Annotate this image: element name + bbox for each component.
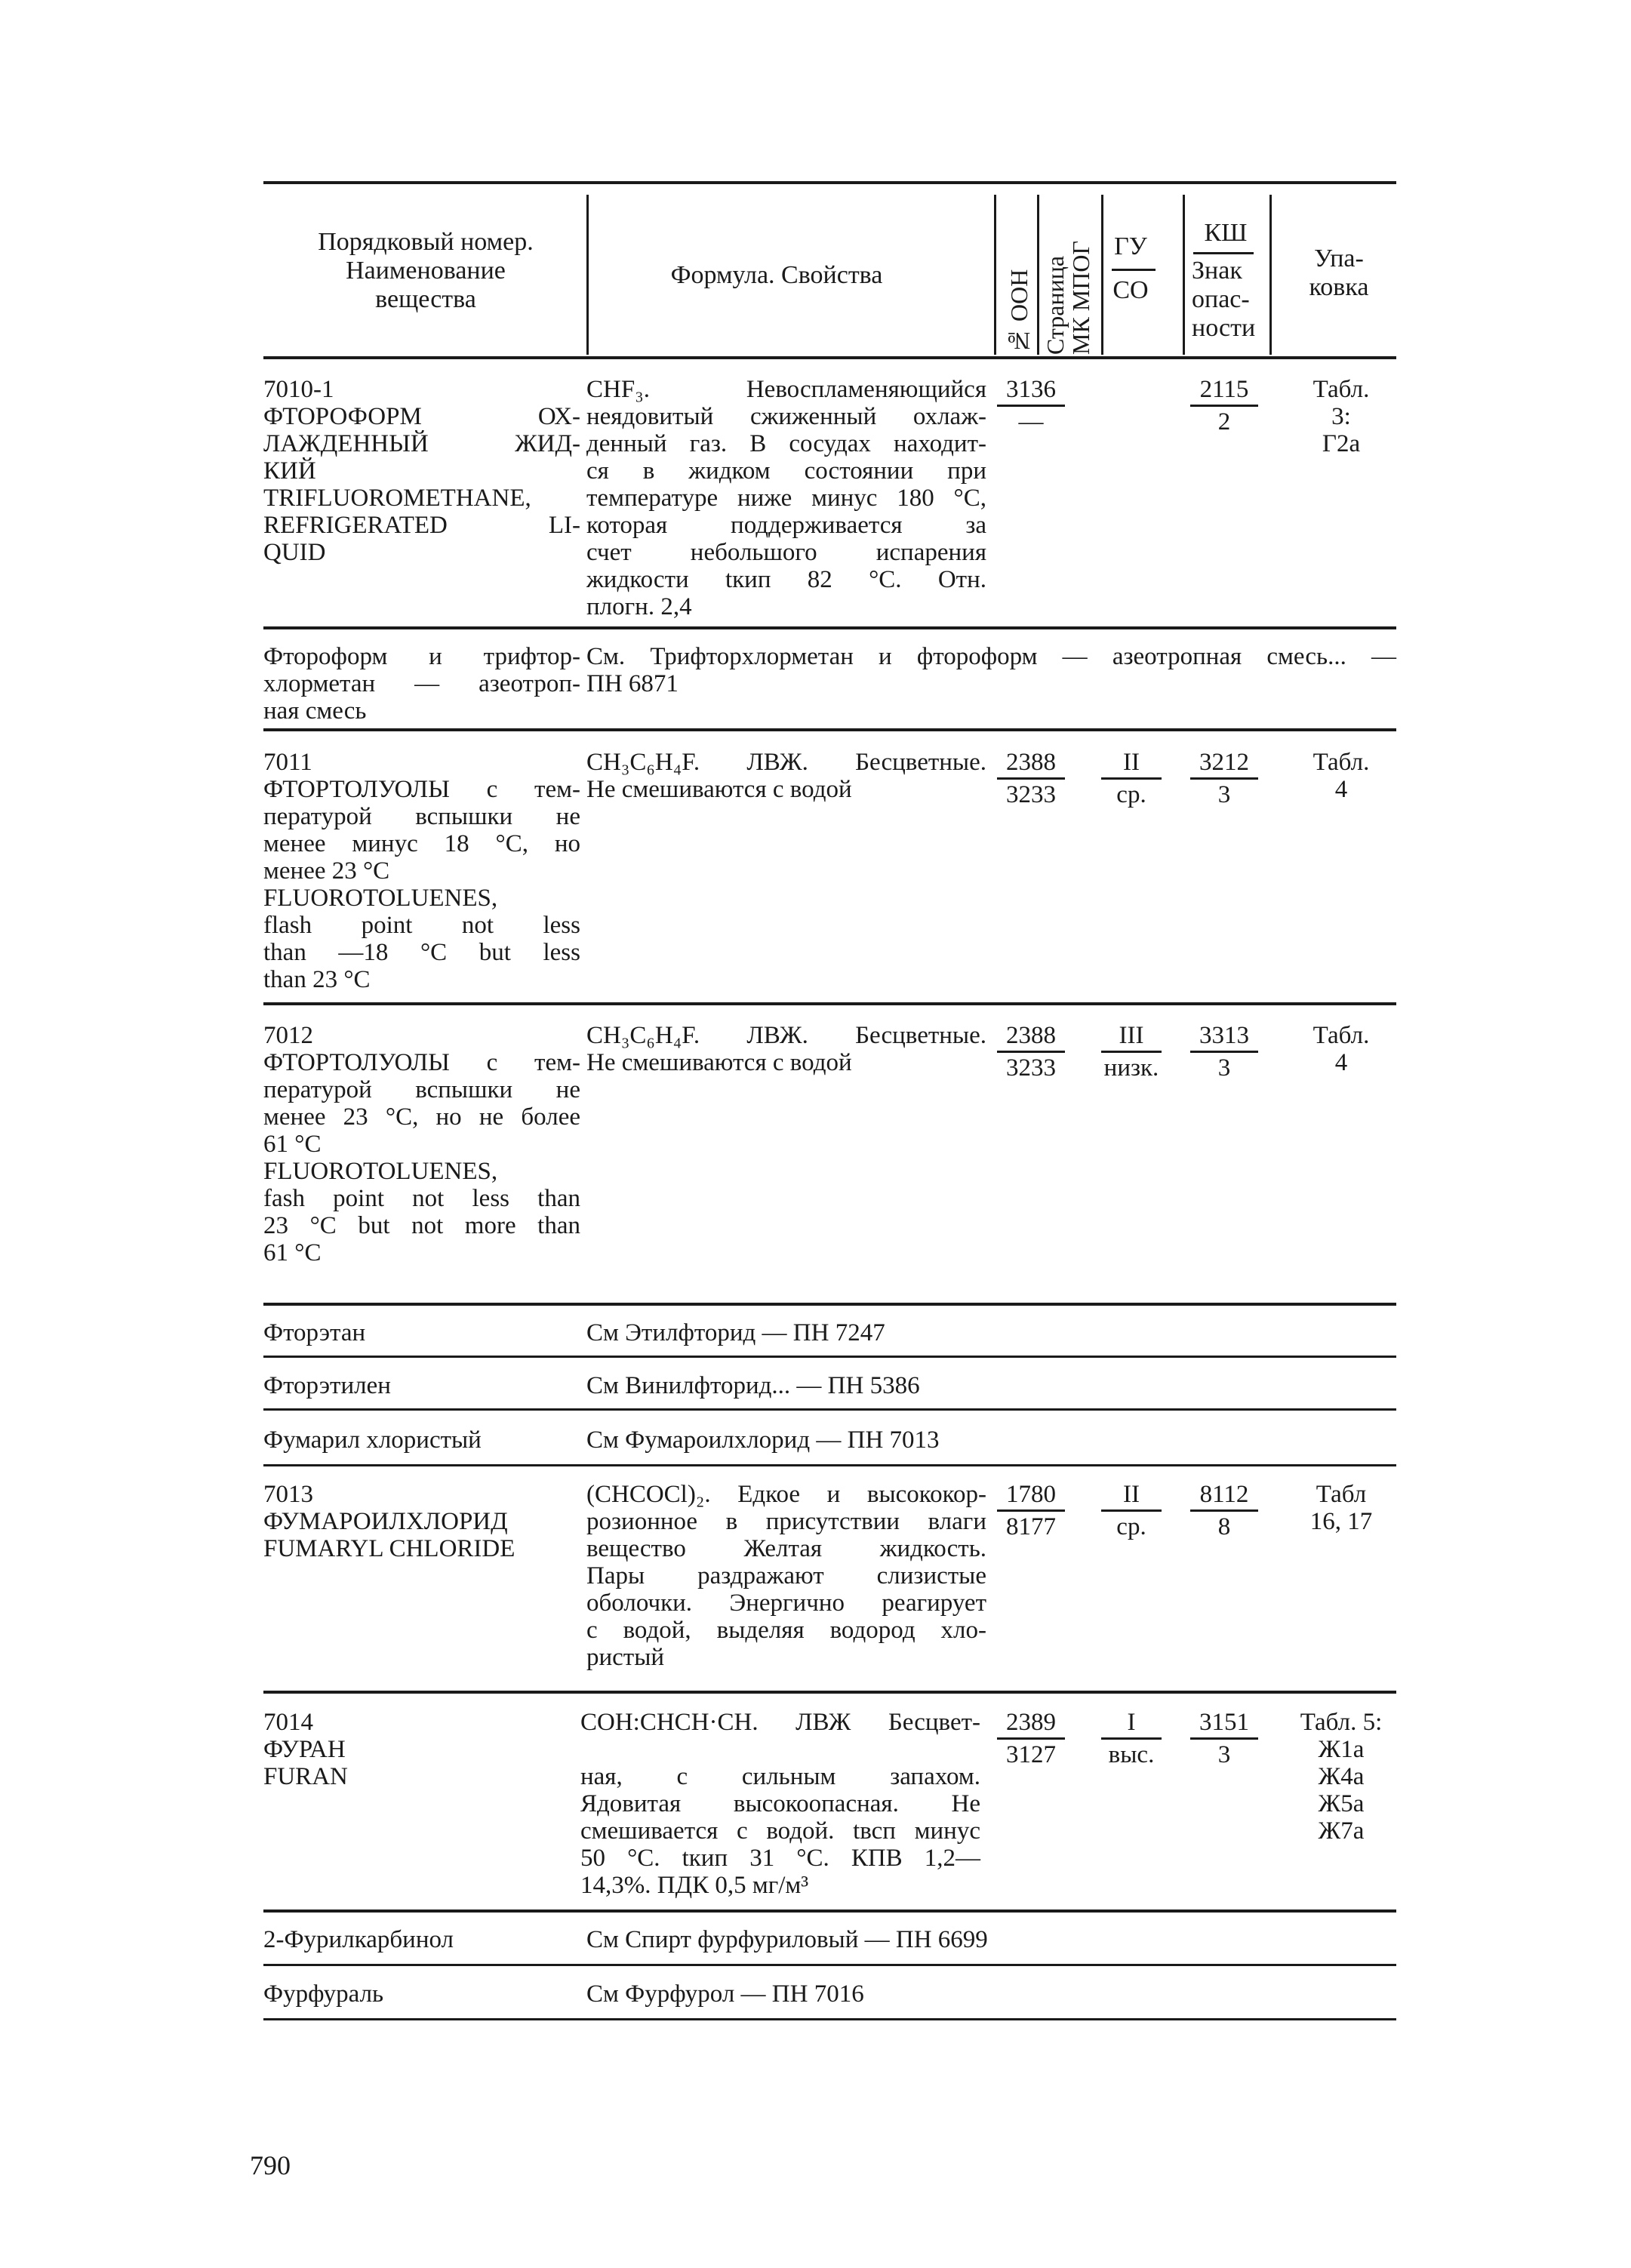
entry-name-line: 7010-1 bbox=[263, 376, 334, 403]
entry-name bbox=[263, 749, 580, 993]
ksh-number: 3313 bbox=[1190, 1022, 1258, 1053]
entry-name-line: ФТОРТОЛУОЛЫ с тем- bbox=[263, 1049, 580, 1076]
ref-text bbox=[586, 643, 1396, 697]
table-header bbox=[263, 189, 1396, 355]
pack-line: Ж7а bbox=[1318, 1817, 1365, 1845]
co-value: выс. bbox=[1108, 1741, 1155, 1768]
page-number: 790 bbox=[250, 2150, 291, 2180]
entry-props-line: с водой, выделяя водород хло- bbox=[586, 1617, 986, 1644]
entry-name-line: 61 °C bbox=[263, 1239, 322, 1266]
ref-text: См Спирт фурфуриловый — ПН 6699 bbox=[586, 1926, 988, 1953]
header-divider bbox=[1037, 195, 1039, 355]
gu-value: III bbox=[1101, 1022, 1162, 1053]
header-znak-line: ности bbox=[1192, 314, 1256, 342]
entry-props-line: 14,3%. ПДК 0,5 мг/м³ bbox=[580, 1872, 809, 1899]
ksh-znak-fraction bbox=[1190, 376, 1258, 435]
ksh-znak-fraction bbox=[1190, 1022, 1258, 1082]
ksh-znak-fraction bbox=[1190, 1709, 1258, 1768]
co-value: низк. bbox=[1103, 1054, 1159, 1082]
header-co: СО bbox=[1112, 276, 1149, 304]
header-znak-line: опас- bbox=[1192, 285, 1250, 313]
ref-name-line: хлорметан — азеотроп- bbox=[263, 670, 580, 697]
danger-sign: 2 bbox=[1217, 408, 1231, 435]
entry-props-line: (CHCOCl)₂. Едкое и высококор- bbox=[586, 1481, 986, 1508]
entry-name-line: менее 23 °C, но не более bbox=[263, 1103, 580, 1131]
header-name-column bbox=[263, 228, 588, 314]
entry-pack bbox=[1286, 1709, 1396, 1845]
gu-value: II bbox=[1101, 749, 1162, 780]
pack-line: 3: bbox=[1331, 403, 1351, 430]
pack-line: Г2а bbox=[1322, 430, 1361, 457]
header-gu-fraction-bar bbox=[1112, 269, 1156, 271]
entry-pack bbox=[1286, 1022, 1396, 1076]
pack-line: Ж5а bbox=[1318, 1790, 1365, 1817]
ksh-number: 2115 bbox=[1190, 376, 1258, 407]
row-rule bbox=[263, 728, 1396, 731]
entry-name-line: than 23 °C bbox=[263, 966, 371, 993]
entry-props-line: COH:CHCH·CH. ЛВЖ Бесцвет- bbox=[580, 1709, 980, 1736]
entry-name-line: ФУРАН bbox=[263, 1736, 346, 1763]
ksh-znak-fraction bbox=[1190, 749, 1258, 808]
ref-name: Фторэтан bbox=[263, 1319, 366, 1346]
header-bottom-rule bbox=[263, 356, 1396, 359]
row-rule bbox=[263, 2018, 1396, 2020]
entry-name bbox=[263, 1709, 580, 1790]
un-page-fraction bbox=[997, 376, 1065, 435]
pack-line: Табл bbox=[1316, 1481, 1367, 1508]
un-page-fraction bbox=[997, 749, 1065, 808]
entry-props-line: ристый bbox=[586, 1644, 665, 1671]
row-rule bbox=[263, 1303, 1396, 1306]
page-number-ref: 3233 bbox=[1006, 1054, 1056, 1082]
entry-props bbox=[586, 376, 986, 620]
entry-name-line: ЛАЖДЕННЫЙ ЖИД- bbox=[263, 430, 580, 457]
gu-co-fraction bbox=[1101, 749, 1162, 808]
header-name-line: вещества bbox=[375, 285, 476, 313]
entry-props-line: ся в жидком состоянии при bbox=[586, 457, 986, 485]
entry-props bbox=[580, 1709, 980, 1899]
un-page-fraction bbox=[997, 1481, 1065, 1540]
entry-name-line: пературой вспышки не bbox=[263, 803, 580, 830]
entry-props-line: денный газ. В сосудах находит- bbox=[586, 430, 986, 457]
gu-value: II bbox=[1101, 1481, 1162, 1512]
header-divider bbox=[1269, 195, 1272, 355]
entry-name bbox=[263, 376, 580, 566]
ref-text-line: ПН 6871 bbox=[586, 670, 679, 697]
ref-text: См Фурфурол — ПН 7016 bbox=[586, 1980, 864, 2008]
ksh-number: 8112 bbox=[1190, 1481, 1258, 1512]
entry-name-line: FURAN bbox=[263, 1763, 348, 1790]
header-name-line: Наименование bbox=[346, 257, 506, 285]
entry-name-line: 7011 bbox=[263, 749, 312, 776]
entry-props-line: температуре ниже минус 180 °C, bbox=[586, 485, 986, 512]
entry-props-line: Не смешиваются с водой bbox=[586, 1049, 852, 1076]
ref-text: См Фумароилхлорид — ПН 7013 bbox=[586, 1426, 940, 1454]
entry-name-line: flash point not less bbox=[263, 912, 580, 939]
page-number-ref: — bbox=[1018, 408, 1044, 435]
pack-line: Табл. bbox=[1312, 1022, 1370, 1049]
header-un-column: № ООН bbox=[1005, 269, 1032, 355]
un-number: 2389 bbox=[997, 1709, 1065, 1740]
entry-name-line: 7012 bbox=[263, 1022, 313, 1049]
entry-props-line: которая поддерживается за bbox=[586, 512, 986, 539]
entry-props-line: плогн. 2,4 bbox=[586, 593, 692, 620]
entry-name-line: fash point not less than bbox=[263, 1185, 580, 1212]
page-number-ref: 8177 bbox=[1006, 1513, 1056, 1540]
ref-text-line: См. Трифторхлорметан и фтороформ — азеотропная смесь... — bbox=[586, 643, 1396, 670]
entry-name-line: менее 23 °C bbox=[263, 857, 390, 885]
entry-props-line: CH₃C₆H₄F. ЛВЖ. Бесцветные. bbox=[586, 1022, 986, 1049]
entry-props-line: розионное в присутствии влаги bbox=[586, 1508, 986, 1535]
header-divider bbox=[1183, 195, 1185, 355]
header-pack bbox=[1282, 245, 1396, 302]
entry-name-line: TRIFLUOROMETHANE, bbox=[263, 485, 531, 512]
entry-name bbox=[263, 1022, 580, 1266]
header-divider bbox=[1101, 195, 1103, 355]
pack-line: 4 bbox=[1334, 776, 1348, 803]
entry-name-line: менее минус 18 °C, но bbox=[263, 830, 580, 857]
pack-line: Табл. 5: bbox=[1300, 1709, 1383, 1736]
entry-name-line: ФТОРОФОРМ ОХ- bbox=[263, 403, 580, 430]
gu-co-fraction bbox=[1101, 1709, 1162, 1768]
gu-co-fraction bbox=[1101, 1022, 1162, 1082]
entry-name-line: 7014 bbox=[263, 1709, 313, 1736]
entry-name-line: than —18 °C but less bbox=[263, 939, 580, 966]
danger-sign: 3 bbox=[1217, 1741, 1231, 1768]
entry-props bbox=[586, 749, 986, 803]
un-number: 3136 bbox=[997, 376, 1065, 407]
entry-pack bbox=[1286, 749, 1396, 803]
entry-name-line: пературой вспышки не bbox=[263, 1076, 580, 1103]
row-rule bbox=[263, 1356, 1396, 1358]
entry-props-line: жидкости tкип 82 °C. Отн. bbox=[586, 566, 986, 593]
header-page-line: Страница bbox=[1042, 255, 1069, 355]
row-rule bbox=[263, 1909, 1396, 1913]
ref-name: Фторэтилен bbox=[263, 1372, 391, 1399]
entry-name-line: 7013 bbox=[263, 1481, 313, 1508]
entry-name-line: FUMARYL CHLORIDE bbox=[263, 1535, 515, 1562]
header-pack-line: ковка bbox=[1309, 273, 1369, 301]
entry-props-line: Пары раздражают слизистые bbox=[586, 1562, 986, 1589]
entry-name-line: 61 °C bbox=[263, 1131, 322, 1158]
gu-value: I bbox=[1101, 1709, 1162, 1740]
page-number-ref: 3233 bbox=[1006, 781, 1056, 808]
entry-props-line: 50 °C. tкип 31 °C. КПВ 1,2— bbox=[580, 1845, 980, 1872]
entry-name bbox=[263, 1481, 580, 1562]
un-number: 2388 bbox=[997, 1022, 1065, 1053]
pack-line: 16, 17 bbox=[1309, 1508, 1373, 1535]
row-rule bbox=[263, 1408, 1396, 1411]
entry-name-line: 23 °C but not more than bbox=[263, 1212, 580, 1239]
header-ksh: КШ bbox=[1204, 219, 1248, 247]
ref-text: См Винилфторид... — ПН 5386 bbox=[586, 1372, 920, 1399]
danger-sign: 3 bbox=[1217, 1054, 1231, 1082]
entry-props-line: Ядовитая высокоопасная. Не bbox=[580, 1790, 980, 1817]
row-rule bbox=[263, 626, 1396, 629]
un-number: 1780 bbox=[997, 1481, 1065, 1512]
pack-line: Табл. bbox=[1312, 749, 1370, 776]
co-value: ср. bbox=[1116, 781, 1146, 808]
ksh-znak-fraction bbox=[1190, 1481, 1258, 1540]
header-page-column bbox=[1042, 196, 1100, 355]
ref-name-line: Фтороформ и трифтор- bbox=[263, 643, 580, 670]
entry-props bbox=[586, 1022, 986, 1076]
ref-name: 2-Фурилкарбинол bbox=[263, 1926, 454, 1953]
pack-line: 4 bbox=[1334, 1049, 1348, 1076]
pack-line: Табл. bbox=[1312, 376, 1370, 403]
header-pack-line: Упа- bbox=[1314, 245, 1364, 272]
ref-name-line: ная смесь bbox=[263, 697, 367, 725]
ref-name bbox=[263, 643, 580, 725]
header-gu: ГУ bbox=[1114, 232, 1147, 260]
entry-name-line: ФТОРТОЛУОЛЫ с тем- bbox=[263, 776, 580, 803]
entry-props-line bbox=[580, 1736, 980, 1763]
gu-co-fraction bbox=[1101, 1481, 1162, 1540]
un-number: 2388 bbox=[997, 749, 1065, 780]
row-rule bbox=[263, 1691, 1396, 1694]
un-page-fraction bbox=[997, 1022, 1065, 1082]
pack-line: Ж4а bbox=[1318, 1763, 1365, 1790]
ksh-number: 3212 bbox=[1190, 749, 1258, 780]
entry-name-line: КИЙ bbox=[263, 457, 316, 485]
danger-sign: 3 bbox=[1217, 781, 1231, 808]
entry-pack bbox=[1286, 376, 1396, 457]
entry-props-line: смешивается с водой. tвсп минус bbox=[580, 1817, 980, 1845]
co-value: ср. bbox=[1116, 1513, 1146, 1540]
header-znak-line: Знак bbox=[1192, 257, 1242, 285]
table-top-rule bbox=[263, 181, 1396, 184]
entry-props bbox=[586, 1481, 986, 1671]
entry-name-line: REFRIGERATED LI- bbox=[263, 512, 580, 539]
entry-name-line: FLUOROTOLUENES, bbox=[263, 885, 498, 912]
entry-pack bbox=[1286, 1481, 1396, 1535]
header-divider bbox=[994, 195, 996, 355]
entry-props-line: CHF₃. Невоспламеняющийся bbox=[586, 376, 986, 403]
header-name-line: Порядковый номер. bbox=[318, 228, 534, 256]
ref-name: Фурфураль bbox=[263, 1980, 384, 2008]
ref-name: Фумарил хлористый bbox=[263, 1426, 482, 1454]
header-formula-column: Формула. Свойства bbox=[670, 261, 883, 289]
entry-props-line: неядовитый сжиженный охлаж- bbox=[586, 403, 986, 430]
header-ksh-fraction-bar bbox=[1193, 252, 1254, 254]
page-number-ref: 3127 bbox=[1006, 1741, 1056, 1768]
entry-name-line: FLUOROTOLUENES, bbox=[263, 1158, 498, 1185]
header-page-line: МК МПОГ bbox=[1067, 241, 1094, 355]
row-rule bbox=[263, 1964, 1396, 1966]
entry-name-line: QUID bbox=[263, 539, 326, 566]
entry-props-line: вещество Желтая жидкость. bbox=[586, 1535, 986, 1562]
row-rule bbox=[263, 1002, 1396, 1005]
ksh-number: 3151 bbox=[1190, 1709, 1258, 1740]
entry-props-line: CH₃C₆H₄F. ЛВЖ. Бесцветные. bbox=[586, 749, 986, 776]
header-znak bbox=[1192, 257, 1267, 343]
entry-props-line: счет небольшого испарения bbox=[586, 539, 986, 566]
entry-name-line: ФУМАРОИЛХЛОРИД bbox=[263, 1508, 508, 1535]
pack-line: Ж1а bbox=[1318, 1736, 1365, 1763]
entry-props-line: Не смешиваются с водой bbox=[586, 776, 852, 803]
row-rule bbox=[263, 1464, 1396, 1466]
entry-props-line: ная, с сильным запахом. bbox=[580, 1763, 980, 1790]
entry-props-line: оболочки. Энергично реагирует bbox=[586, 1589, 986, 1617]
ref-text: См Этилфторид — ПН 7247 bbox=[586, 1319, 885, 1346]
un-page-fraction bbox=[997, 1709, 1065, 1768]
danger-sign: 8 bbox=[1217, 1513, 1231, 1540]
